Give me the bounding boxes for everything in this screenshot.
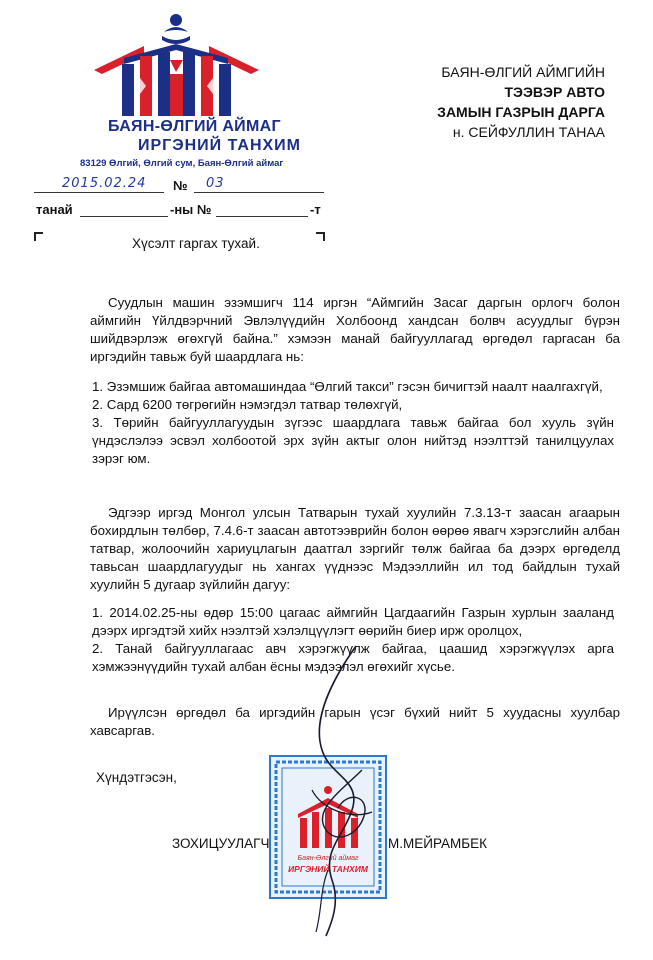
ref-mid: -ны №	[170, 202, 212, 217]
date-handwritten: 2015.02.24	[62, 176, 147, 191]
number-handwritten: 03	[206, 176, 225, 191]
demands-list	[92, 378, 614, 468]
ref-prefix: танай	[36, 202, 73, 217]
recipient-line1: БАЯН-ӨЛГИЙ АЙМГИЙН	[441, 64, 605, 80]
body-p1-text: Суудлын машин эзэмшигч 114 иргэн “Аймгийн Засаг даргын орлогч болон аймгийн Үйлдвэрчний Эвлэлүүдийн Холбоонд хандсан болвч асуудлыг бүрэн шийдвэрлэж өгөхгүй байна.” хэмээн манай байгууллагад өргөдөл гаргасан ба иргэдийн тавьж буй шаардлага нь:	[90, 295, 620, 364]
signatory-name: М.МЕЙРАМБЕК	[388, 836, 488, 851]
handwritten-signature	[292, 640, 402, 940]
stamp-line2: ИРГЭНИЙ ТАНХИМ	[288, 864, 368, 874]
number-label: №	[173, 178, 188, 193]
ref-suffix: -т	[310, 202, 321, 217]
recipient-line2: ТЭЭВЭР АВТО	[504, 84, 605, 100]
request-item-2: 2. Танай байгууллагаас авч хэрэгжүүлж байгаа, цаашид хэрэгжүүлэх арга хэмжээнүүдийн тухай албан ёсны мэдээлэл өгөхийг хүсье.	[92, 641, 614, 674]
signatory-title: ЗОХИЦУУЛАГЧ	[172, 836, 270, 851]
org-address: 83129 Өлгий, Өлгий сум, Баян-Өлгий аймаг	[80, 158, 284, 169]
organization-logo	[84, 10, 269, 120]
body-paragraph-2	[90, 504, 620, 594]
corner-mark-right	[316, 232, 325, 241]
org-name-line1: БАЯН-ӨЛГИЙ АЙМАГ	[108, 118, 281, 135]
ref-underline-2	[216, 216, 308, 217]
body-p3-text: Ирүүлсэн өргөдөл ба иргэдийн гарын үсэг бүхий нийт 5 хуудасны хуулбар хавсаргав.	[90, 705, 620, 738]
org-name-line2: ИРГЭНИЙ ТАНХИМ	[138, 137, 301, 154]
demand-item-2: 2. Сард 6200 төгрөгийн нэмэгдэл татвар төлөхгүй,	[92, 397, 403, 412]
recipient-line3: ЗАМЫН ГАЗРЫН ДАРГА	[437, 104, 605, 120]
request-item-1: 1. 2014.02.25-ны өдөр 15:00 цагаас аймгийн Цагдаагийн Газрын хурлын зааланд дээрх иргэдтэй хийх нээлтэй хэлэлцүүлэгт өөрийн биер ирж оролцох,	[92, 605, 614, 638]
ref-underline-1	[80, 216, 168, 217]
closing-text: Хүндэтгэсэн,	[96, 770, 177, 785]
stamp-line1: Баян-Өлгий аймаг	[297, 855, 359, 862]
recipient-block	[437, 62, 605, 142]
date-underline	[34, 192, 164, 193]
body-paragraph-1	[90, 294, 620, 366]
recipient-line4: н. СЕЙФУЛЛИН ТАНАА	[452, 124, 605, 140]
subject-line: Хүсэлт гаргах тухай.	[132, 236, 260, 251]
body-p2-text: Эдгээр иргэд Монгол улсын Татварын тухай хуулийн 7.3.13-т заасан агаарын бохирдлын төлбөр, 7.4.6-т заасан автотээврийн болон өөрөө явагч хэрэгслийн албан татвар, жолоочийн хариуцлагын даатгал зэргийг төлж байгаа ба дээрх өргөделд тавьсан шаардлагуудыг нь хангах үүднээс Мэдээллийн ил тод байдлын тухай хуулийн 5 дугаар зүйлийн дагуу:	[90, 505, 620, 592]
corner-mark-left	[34, 232, 43, 241]
number-underline	[194, 192, 324, 193]
demand-item-3: 3. Төрийн байгууллагуудын зүгээс шаардлага тавьж байгаа бол хууль зүйн үндэслэлээ эсвэл холбоотой эрх зүйн актыг олон нийтэд нээлттэй танилцуулах зэрэг юм.	[92, 415, 614, 466]
demand-item-1: 1. Эзэмшиж байгаа автомашиндаа “Өлгий такси” гэсэн бичигтэй наалт наалгахгүй,	[92, 379, 603, 394]
